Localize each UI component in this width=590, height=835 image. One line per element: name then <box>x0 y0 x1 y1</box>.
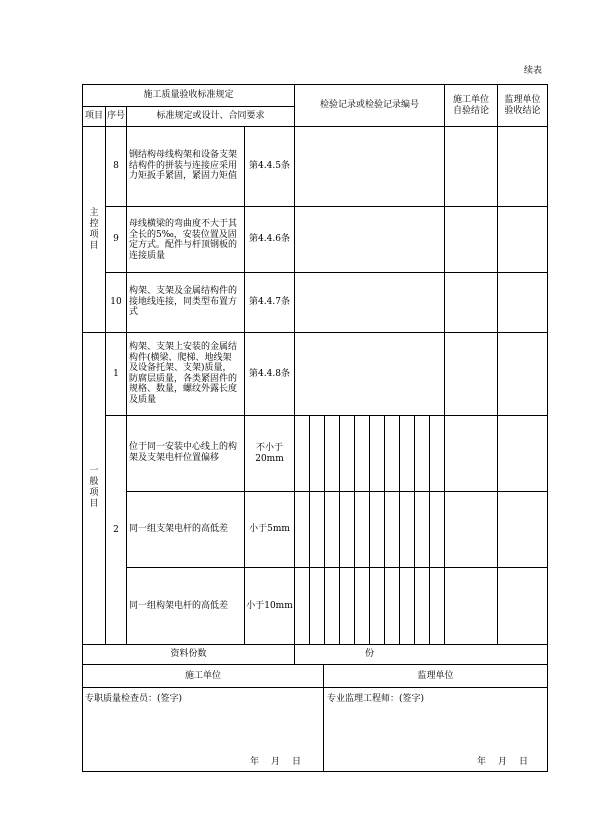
doc-count-label: 资料份数 <box>170 649 207 659</box>
supervisor-date-day: 日 <box>519 757 529 767</box>
row-clause: 不小于 20mm <box>255 442 284 464</box>
row-requirement-text: 同一组构架电杆的高低差 <box>129 601 229 611</box>
row-seq: 9 <box>113 234 119 244</box>
row-requirement-text: 构架、支架及金属结构件的 接地线连接，同类型布置方 式 <box>129 286 238 317</box>
contractor-date-month: 月 <box>271 757 281 767</box>
supervisor-date-month: 月 <box>498 757 508 767</box>
row-clause: 第4.4.8条 <box>249 368 290 379</box>
section-main-control: 主 控 项 目 <box>89 208 99 251</box>
contractor-date-year: 年 <box>250 757 260 767</box>
contractor-signature-label: 专职质量检查员：(签字) <box>85 694 183 704</box>
row-seq: 1 <box>113 368 119 379</box>
standard-group-header: 施工质量验收标准规定 <box>143 90 234 100</box>
doc-count-unit: 份 <box>364 649 374 659</box>
row-seq: 8 <box>113 161 119 171</box>
row-clause: 小于5mm <box>249 524 290 534</box>
row-requirement-text: 母线横梁的弯曲度不大于其 全长的5‰，安装位置及固 定方式。配件与杆顶钢板的 连接质量 <box>129 219 238 261</box>
contractor-date-day: 日 <box>292 757 302 767</box>
contractor-unit-label: 施工单位 <box>184 670 221 681</box>
row-requirement-text: 构架、支架上安装的金属结 构件(横梁、爬梯、地线架 及设备托架、支架)质量， 防腐层质量，各类紧固件的 规格、数量，螺纹外露长度 及质量 <box>129 342 238 405</box>
supervisor-unit-label: 监理单位 <box>417 670 454 681</box>
row-clause: 小于10mm <box>246 600 293 611</box>
supervisor-signature-label: 专业监理工程师：(签字) <box>327 694 425 704</box>
row-clause: 第4.4.6条 <box>249 234 290 244</box>
row-seq: 10 <box>110 297 122 307</box>
section-general: 一 般 项 目 <box>89 466 99 509</box>
seq-column-header: 序号 <box>106 111 125 121</box>
requirement-column-header: 标准规定或设计、合同要求 <box>156 111 265 121</box>
row-requirement-text: 同一组支架电杆的高低差 <box>129 524 229 534</box>
table-border-right <box>547 84 548 772</box>
row-clause: 第4.4.7条 <box>249 297 290 307</box>
table-border-bottom <box>82 771 548 772</box>
contractor-conclusion-header: 施工单位 自验结论 <box>452 94 489 116</box>
row-seq: 2 <box>113 524 119 535</box>
row-requirement-text: 钢结构母线构架和设备支架 结构件的拼装与连接应采用 力矩扳手紧固，紧固力矩值 <box>129 150 238 181</box>
record-column-header: 检验记录或检验记录编号 <box>319 100 419 110</box>
supervisor-date-year: 年 <box>477 757 487 767</box>
item-column-header: 项目 <box>84 111 103 121</box>
row-requirement-text: 位于同一安装中心线上的构 架及支架电杆位置偏移 <box>129 442 238 463</box>
continued-label: 续表 <box>524 66 543 76</box>
supervisor-conclusion-header: 监理单位 验收结论 <box>504 94 541 116</box>
row-clause: 第4.4.5条 <box>249 161 290 171</box>
